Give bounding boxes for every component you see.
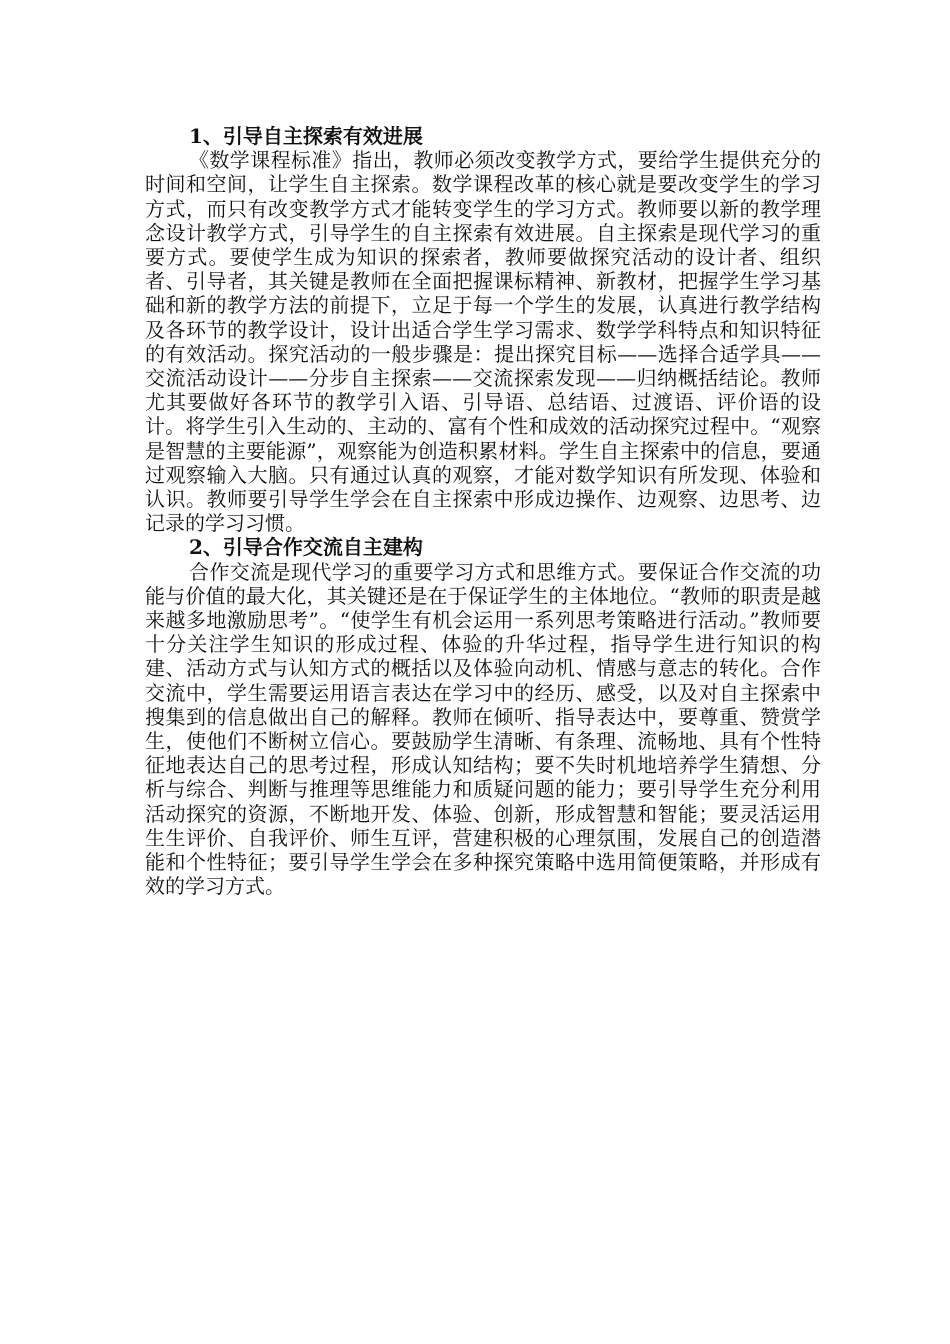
section-2-paragraph: 合作交流是现代学习的重要学习方式和思维方式。要保证合作交流的功能与价值的最大化，其关键还是在于保证学生的主体地位。“教师的职责是越来越多地激励思考”。“使学生有机会运用一系列思考策略进行活动。”教师要十分关注学生知识的形成过程、体验的升华过程，指导学生进行知识的构建、活动方式与认知方式的概括以及体验向动机、情感与意志的转化。合作交流中，学生需要运用语言表达在学习中的经历、感受，以及对自主探索中搜集到的信息做出自己的解释。教师在倾听、指导表达中，要尊重、赞赏学生，使他们不断树立信心。要鼓励学生清晰、有条理、流畅地、具有个性特征地表达自己的思考过程，形成认知结构；要不失时机地培养学生猜想、分析与综合、判断与推理等思维能力和质疑问题的能力；要引导学生充分利用活动探究的资源，不断地开发、体验、创新，形成智慧和智能；要灵活运用生生评价、自我评价、师生互评，营建积极的心理氛围，发展自己的创造潜能和个性特征；要引导学生学会在多种探究策略中选用简便策略，并形成有效的学习方式。	[145, 559, 821, 899]
section-1-heading: 1、引导自主探索有效进展	[189, 124, 423, 148]
section-1-paragraph: 《数学课程标准》指出，教师必须改变教学方式，要给学生提供充分的时间和空间，让学生自主探索。数学课程改革的核心就是要改变学生的学习方式，而只有改变教学方式才能转变学生的学习方式。教师要以新的教学理念设计教学方式，引导学生的自主探索有效进展。自主探索是现代学习的重要方式。要使学生成为知识的探索者，教师要做探究活动的设计者、组织者、引导者，其关键是教师在全面把握课标精神、新教材，把握学生学习基础和新的教学方法的前提下，立足于每一个学生的发展，认真进行教学结构及各环节的教学设计，设计出适合学生学习需求、数学学科特点和知识特征的有效活动。探究活动的一般步骤是：提出探究目标——选择合适学具——交流活动设计——分步自主探索——交流探索发现——归纳概括结论。教师尤其要做好各环节的教学引入语、引导语、总结语、过渡语、评价语的设计。将学生引入生动的、主动的、富有个性和成效的活动探究过程中。“观察是智慧的主要能源”，观察能为创造积累材料。学生自主探索中的信息，要通过观察输入大脑。只有通过认真的观察，才能对数学知识有所发现、体验和认识。教师要引导学生学会在自主探索中形成边操作、边观察、边思考、边记录的学习习惯。	[145, 148, 821, 536]
document-body	[145, 124, 821, 899]
section-2-heading: 2、引导合作交流自主建构	[189, 535, 423, 560]
